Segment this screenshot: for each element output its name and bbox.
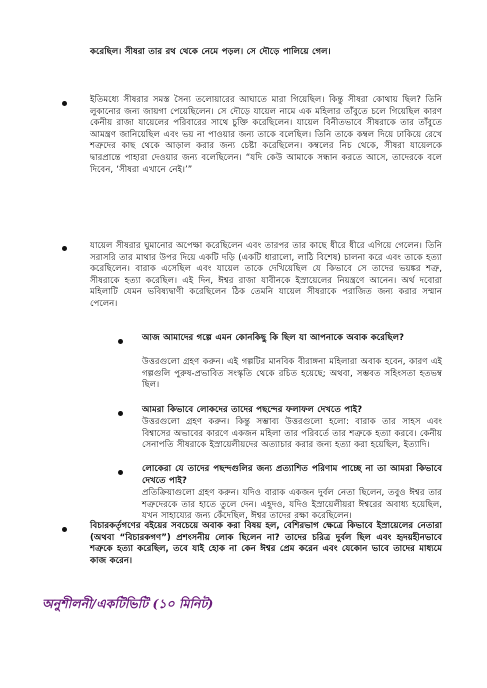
answer-text: উত্তরগুলো গ্রহণ করুন। কিন্তু সম্ভাব্য উত্তরগুলো হলো: বারাক তার সাহস এবং বিশ্বাসের অভাবের কারণে একজন মহিলা তার পরিবর্তে তার শত্রুকে হত্যা করবে। কেনীয় সেনাপতি সীষরাকে ইস্রায়েলীয়দের অত্যাচার করার জন্য হত্যা করা হয়েছিল, ইত্যাদি। xyxy=(142,417,442,451)
activity-heading: অনুশীলনী/একটিভিটি (১০ মিনিট) xyxy=(42,596,214,611)
paragraph-judges-surprise: বিচারকর্তৃগণের বইয়ের সবচেয়ে অবাক করা বিষয় হল, বেশিরভাগ ক্ষেত্রে কিভাবে ইস্রায়েলের নেতারা (অথবা “বিচারকগণ”) প্রশংসনীয় লোক ছিলেন না? তাদের চরিত্র দুর্বল ছিল এবং হৃদয়হীনভাবে শত্রুকে হত্যা করেছিল, তবে যাই হোক না কেন ঈশ্বর প্রেম করেন এবং যেকোন ভাবে তাদের মাধ্যমে কাজ করেন। xyxy=(90,521,442,566)
sub-bullet-point xyxy=(118,339,123,344)
paragraph-continuation: করেছিল। সীষরা তার রথ থেকে নেমে পড়ল। সে দৌড়ে পালিয়ে গেল। xyxy=(90,47,331,57)
bullet-point xyxy=(62,101,67,106)
bullet-point xyxy=(62,246,67,251)
bullet-point xyxy=(62,527,67,532)
sub-bullet-point xyxy=(118,411,123,416)
answer-text: উত্তরগুলো গ্রহণ করুন। এই গল্পটির মানবিক বীরাঙ্গনা মহিলারা অবাক হবেন, কারণ এই গল্পগুলি পুরুষ-প্রভাবিত সংস্কৃতি থেকে রচিত হয়েছে; অথবা, সম্ভবত সহিংসতা হতভম্ব ছিল। xyxy=(142,357,442,391)
question-text: লোকেরা যে তাদের পছন্দগুলির জন্য প্রত্যাশিত পরিণাম পাচ্ছে না তা আমরা কিভাবে দেখতে পাই? xyxy=(142,464,442,486)
paragraph-sisera-hiding: ইতিমধ্যে সীষরার সমস্ত সৈন্য তলোয়ারের আঘাতে মারা গিয়েছিল। কিন্তু সীষরা কোথায় ছিল? তিনি লুকানোর জন্য জায়গা পেয়েছিলেন। সে দৌড়ে যায়েল নামে এক মহিলার তাঁবুতে চলে গিয়েছিল কারণ কেনীয় রাজা যায়েলের পরিবারের সাথে চুক্তি করেছিলেন। যায়েল বিনীতভাবে সীষরাকে তার তাঁবুতে আমন্ত্রণ জানিয়েছিল এবং ভয় না পাওয়ার জন্য তাকে বলেছিল। তিনি তাকে কম্বল দিয়ে ঢাকিয়ে রেখে শত্রুদের কাছ থেকে আড়াল করার জন্য চেষ্টা করেছিলেন। কম্বলের নিচ থেকে, সীষরা যায়েলকে দ্বারপ্রান্তে পাহারা দেওয়ার জন্য বলেছিলেন। “যদি কেউ আমাকে সন্ধান করতে আসে, তাদেরকে বলে দিবেন, ‘সীষরা এখানে নেই।’” xyxy=(90,95,442,175)
paragraph-jael-kills-sisera: যায়েল সীষরার ঘুমানোর অপেক্ষা করেছিলেন এবং তারপর তার কাছে ধীরে ধীরে এগিয়ে গেলেন। তিনি সরাসরি তার মাথার উপর দিয়ে একটি দড়ি (একটি ধারালো, লাঠি বিশেষ) চালনা করে এবং তাকে হত্যা করেছিলেন। বারাক এসেছিল এবং যায়েল তাকে দেখিয়েছিল যে কিভাবে সে তাদের ভয়ঙ্কর শত্রু, সীষরাকে হত্যা করেছিল। এই দিন, ঈশ্বর রাজা যাবীনকে ইস্রায়েলের নিয়ন্ত্রণে আনেন। অর্থ দবোরা মহিলাটি যেমন ভবিষ্যদ্বাণী করেছিলেন ঠিক তেমনি যায়েল সীষরাকে পরাজিত জন্য করার সম্মান পেলেন। xyxy=(90,241,442,309)
question-text: আমরা কিভাবে লোকদের তাদের পছন্দের ফলাফল দেখতে পাই? xyxy=(142,405,363,415)
answer-text: প্রতিক্রিয়াগুলো গ্রহণ করুন। যদিও বারাক একজন দুর্বল নেতা ছিলেন, তবুও ঈশ্বর তার শত্রুদেরকে তার হাতে তুলে দেন। এহূদও, যদিও ইস্রায়েলীয়রা ঈশ্বরের অবাধ্য হয়েছিল, যখন সাহায্যের জন্য কেঁদেছিল, ঈশ্বর তাদের রক্ষা করেছিলেন। xyxy=(142,488,442,522)
question-text: আজ আমাদের গল্পে এমন কোনকিছু কি ছিল যা আপনাকে অবাক করেছিল? xyxy=(142,333,404,343)
sub-bullet-point xyxy=(118,470,123,475)
